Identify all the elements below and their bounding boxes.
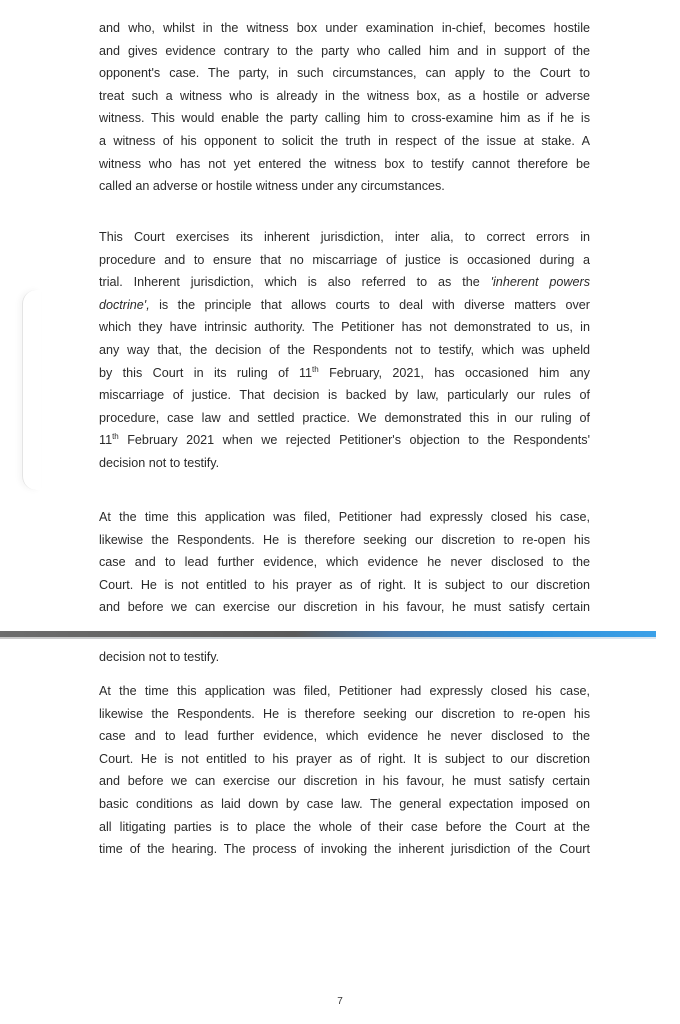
text-line: time of the hearing. The process of invoking the inherent jurisdiction of the Court: [99, 842, 590, 857]
text-line: likewise the Respondents. He is therefore seeking our discretion to re-open his: [99, 706, 590, 721]
text-run: 11: [99, 433, 113, 448]
ordinal-suffix: th: [112, 432, 119, 442]
text-line: Court. He is not entitled to his prayer as of right. It is subject to our discretion: [99, 751, 590, 766]
page-number: 7: [337, 996, 343, 1007]
text-line: and gives evidence contrary to the party who called him and in support of the: [99, 43, 590, 58]
text-line: At the time this application was filed, Petitioner had expressly closed his case,: [99, 510, 590, 524]
italic-term: doctrine',: [99, 297, 150, 312]
text-line: This Court exercises its inherent jurisdiction, inter alia, to correct errors in: [99, 230, 590, 244]
text-line: decision not to testify.: [99, 455, 220, 470]
text-line: [99, 294, 590, 317]
text-run: by this Court in its ruling of 11: [99, 365, 313, 380]
text-line: [99, 362, 590, 385]
page-edge-shadow: [22, 290, 41, 490]
text-line: basic conditions as laid down by case law. The general expectation imposed on: [99, 796, 590, 811]
text-line: any way that, the decision of the Respondents not to testify, which was upheld: [99, 342, 590, 357]
text-line: and who, whilst in the witness box under examination in-chief, becomes hostile: [99, 21, 590, 35]
text-line: and before we can exercise our discretion in his favour, he must satisfy certain: [99, 600, 590, 615]
text-line: procedure and to ensure that no miscarriage of justice is occasioned during a: [99, 252, 590, 267]
text-line: procedure, case law and settled practice. We demonstrated this in our ruling of: [99, 410, 590, 425]
paragraph-reopen-case: [99, 506, 590, 619]
text-run: February, 2021, has occasioned him any: [318, 365, 590, 380]
text-line: [99, 429, 590, 452]
text-line: which they have intrinsic authority. The Petitioner has not demonstrated to us, in: [99, 320, 590, 335]
text-line: treat such a witness who is already in the witness box, as a hostile or adverse: [99, 88, 590, 103]
text-line: opponent's case. The party, in such circumstances, can apply to the Court to: [99, 66, 590, 81]
paragraph-hostile-witness: [99, 17, 590, 198]
text-run: is the principle that allows courts to deal with diverse matters over: [149, 297, 590, 312]
text-run: February 2021 when we rejected Petitioner's objection to the Respondents': [118, 433, 590, 448]
text-line: and before we can exercise our discretion in his favour, he must satisfy certain: [99, 774, 590, 789]
text-line: [99, 271, 590, 294]
text-line: decision not to testify.: [99, 650, 220, 664]
text-line: Court. He is not entitled to his prayer as of right. It is subject to our discretion: [99, 577, 590, 592]
ordinal-suffix: th: [312, 364, 319, 374]
text-line: case and to lead further evidence, which evidence he never disclosed to the: [99, 729, 590, 744]
text-line: a witness of his opponent to solicit the truth in respect of the issue at stake. A: [99, 133, 590, 148]
text-line: case and to lead further evidence, which evidence he never disclosed to the: [99, 555, 590, 570]
text-line: miscarriage of justice. That decision is backed by law, particularly our rules of: [99, 388, 590, 403]
paragraph-inherent-jurisdiction: [99, 226, 590, 475]
text-line: called an adverse or hostile witness under any circumstances.: [99, 179, 445, 194]
italic-term: 'inherent powers: [490, 275, 591, 290]
paragraph-cut-line: [99, 646, 590, 669]
text-line: witness. This would enable the party calling him to cross-examine him as if he is: [99, 111, 590, 126]
text-line: all litigating parties is to place the whole of their case before the Court at the: [99, 819, 590, 834]
text-line: At the time this application was filed, Petitioner had expressly closed his case,: [99, 684, 590, 698]
screenshot-seam-shadow: [0, 637, 656, 639]
text-line: witness who has not yet entered the witness box to testify cannot therefore be: [99, 156, 590, 171]
paragraph-reopen-case-continued: [99, 680, 590, 861]
text-line: likewise the Respondents. He is therefore seeking our discretion to re-open his: [99, 532, 590, 547]
text-run: trial. Inherent jurisdiction, which is also referred to as the: [99, 275, 491, 290]
